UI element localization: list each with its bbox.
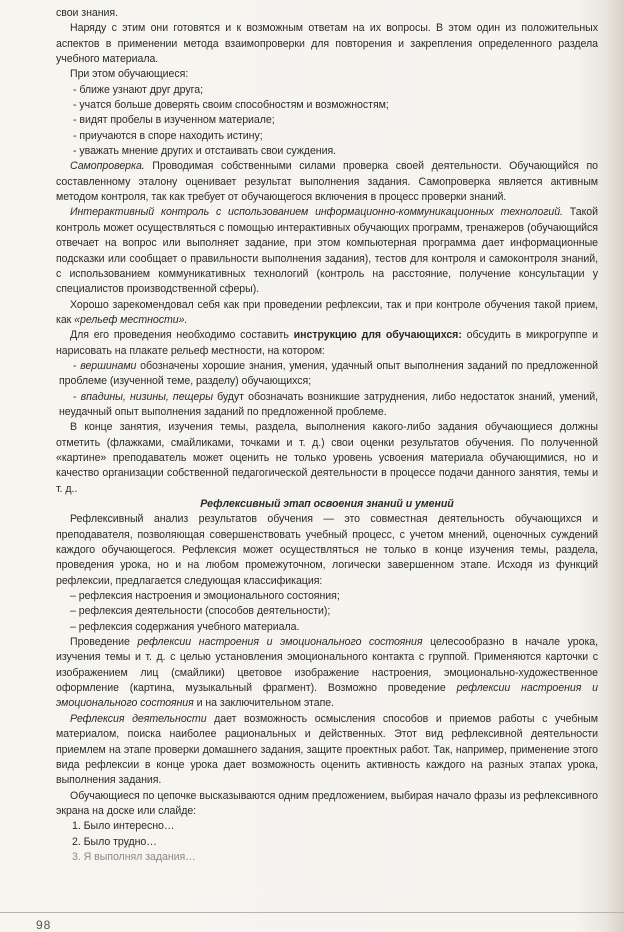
paragraph [56, 635, 598, 712]
list-item: - видят пробелы в изученном материале; [73, 114, 275, 127]
paragraph [56, 712, 598, 789]
section-heading: Рефлексивный этап освоения знаний и умений [200, 498, 454, 510]
footer-rule [0, 912, 624, 913]
paragraph: Рефлексивный анализ результатов обучения — это совместная деятельность обучающихся и преподавателя, позволяющая совершенствовать учебный процесс, с учетом мнений, оценочных суждений каждого обучающегося. Рефлексия может осуществляться не только в конце изучения темы, раздела, проведения урока, но и на любом промежуточном, логически завершенном этапе. Исходя из функций рефлексии, предлагается следующая классификация: [56, 513, 598, 587]
paragraph-text: будут обозначать возникшие затруднения, либо недостаток знаний, умений, неудачный опыт выполнения заданий по предложенной проблеме. [59, 390, 599, 418]
page-number: 98 [36, 918, 52, 932]
numbered-item: 2. Было трудно… [72, 835, 157, 848]
term: рефлексии настроения и эмоционального состояния [56, 682, 598, 710]
paragraph-text: целесообразно в начале урока, изучения темы и т. д. с целью установления эмоционального контакта с группой. Применяются карточки с изображением лиц (смайлики) цветовое изображение настроения, эмоционально-художественное оформление (картина, музыкальный фрагмент). Возможно проведение [56, 636, 598, 695]
list-item [56, 359, 598, 390]
paragraph-text: Такой контроль может осуществляться с помощью интерактивных обучающих программ, тренажеров (обучающийся отвечает на вопрос или выполняет задание, при этом компьютерная программа дает информационные подсказки или сообщает о правильности выполнения задания), тестов для контроля и самоконтроля знаний, с использованием коммуникативных технологий (контроль на расстояние, получение консультации у специалистов производственной сферы). [56, 206, 598, 296]
page-text [56, 6, 598, 865]
paragraph [56, 328, 598, 359]
list-item: - учатся больше доверять своим способностям и возможностям; [73, 99, 389, 112]
paragraph-text: Хорошо зарекомендовал себя как при проведении рефлексии, так и при контроле обучения такой прием, как [56, 298, 598, 326]
numbered-item: 3. Я выполнял задания… [72, 850, 196, 863]
paragraph-text: обсудить в микрогруппе и нарисовать на плакате рельеф местности, на котором: [56, 329, 598, 357]
term: Рефлексия деятельности [70, 712, 207, 725]
paragraph: В конце занятия, изучения темы, раздела, выполнения какого-либо задания обучающиеся должны отметить (флажками, смайликами, точками и т. д.) свои оценки результатов обучения. По полученной «картине» преподаватель может оценить не только уровень усвоения материала обучающимися, но и качество организации собственной педагогической деятельности в процессе подачи данного занятия, темы и т. д.. [56, 421, 598, 495]
bullet: - [73, 390, 81, 403]
paragraph-text: и на заключительном этапе. [193, 697, 335, 710]
paragraph-text: Проводимая собственными силами проверка своей деятельности. Обучающийся по составленному эталону оценивает результат выполнения задания. Самопроверка является активным методом контроля, так как требует от обучающегося включения в процесс проверки знаний. [56, 160, 598, 204]
list-item [56, 390, 598, 421]
paragraph-text: обозначены хорошие знания, умения, удачный опыт выполнения заданий по предложенной проблеме (изученной теме, разделу) обучающихся; [59, 359, 598, 388]
paragraph-text: дает возможность осмысления способов и приемов работы с учебным материалом, поиска наиболее рациональных и действенных. Этот вид рефлексивной деятельности приемлем на этапе проверки домашнего задания, защите проектных работ. Так, например, применение этого вида рефлексии в конце урока дает возможность оценить активность каждого на разных этапах урока, выполнения задания. [56, 712, 598, 787]
term: Самопроверка. [70, 160, 145, 173]
numbered-item: 1. Было интересно… [72, 820, 175, 833]
list-item: – рефлексия настроения и эмоционального состояния; [70, 590, 340, 603]
text-line: свои знания. [56, 7, 119, 19]
term: «рельеф местности». [74, 313, 188, 326]
term: Интерактивный контроль с использованием информационно-коммуникационных технологий. [70, 206, 563, 219]
list-item: - приучаются в споре находить истину; [73, 129, 263, 142]
list-item: – рефлексия деятельности (способов деятельности); [70, 605, 331, 618]
list-item: - уважать мнение других и отстаивать свои суждения. [73, 145, 337, 158]
term: вершинами [80, 359, 137, 372]
bullet: - [73, 359, 81, 372]
paragraph [56, 205, 598, 297]
paragraph: Обучающиеся по цепочке высказываются одним предложением, выбирая начало фразы из рефлексивного экрана на доске или слайде: [56, 789, 598, 817]
paragraph [56, 298, 598, 329]
term: рефлексии настроения и эмоционального состояния [137, 636, 423, 649]
paragraph-text: Для его проведения необходимо составить [70, 329, 294, 342]
paragraph: Наряду с этим они готовятся и к возможным ответам на их вопросы. В этом один из положительных аспектов в применении метода взаимопроверки для повторения и закрепления определенного раздела учебного материала. [56, 22, 598, 66]
paragraph-text: Проведение [70, 636, 138, 649]
list-item: – рефлексия содержания учебного материала. [70, 620, 300, 633]
paragraph: При этом обучающиеся: [70, 68, 189, 81]
bold-term: инструкцию для обучающихся: [293, 329, 462, 342]
term: впадины, низины, пещеры [80, 390, 213, 403]
paragraph [56, 159, 598, 205]
list-item: - ближе узнают друг друга; [73, 83, 203, 96]
